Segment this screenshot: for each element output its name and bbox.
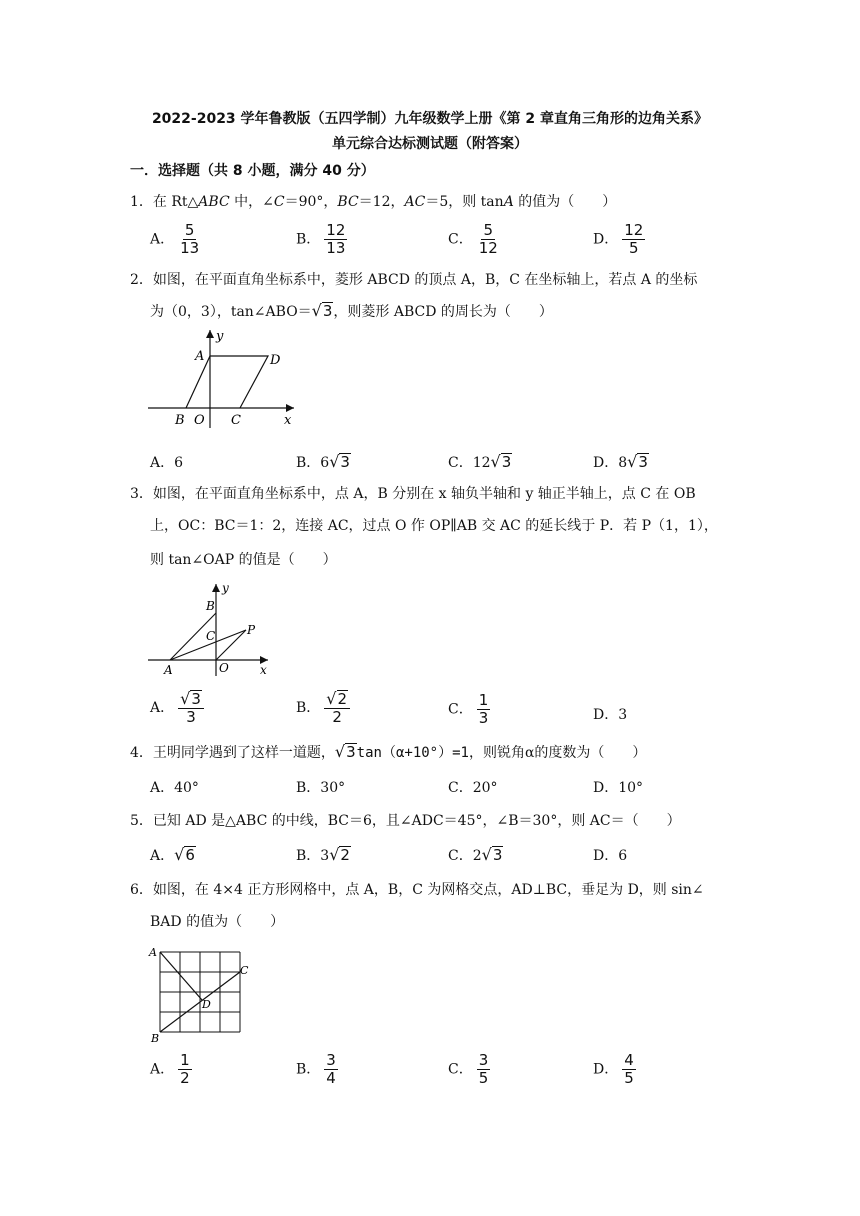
q3-label-x: x — [260, 663, 267, 677]
question-6-line2: BAD 的值为（ ） — [150, 914, 285, 930]
q2-figure-rhombus — [148, 328, 298, 433]
q4-option-a[interactable]: A．40° — [150, 780, 199, 796]
question-1-stem: 1．在 Rt△ABC 中，∠C＝90°，BC＝12，AC＝5，则 tanA 的值为（ ） — [130, 194, 617, 210]
q4-option-b[interactable]: B．30° — [296, 780, 346, 796]
question-3-line3: 则 tan∠OAP 的值是（ ） — [150, 552, 337, 568]
q2-label-y: y — [216, 329, 224, 344]
q5-option-d[interactable]: D．6 — [593, 848, 628, 864]
q5-option-c[interactable]: C．2 √ 3 — [448, 845, 503, 864]
q6-label-a: A — [149, 946, 157, 959]
q4-option-d[interactable]: D．10° — [593, 780, 644, 796]
q3-label-c: C — [206, 629, 216, 643]
q3-label-o: O — [219, 661, 229, 675]
doc-title-line2: 单元综合达标测试题（附答案） — [332, 136, 528, 152]
question-5-stem: 5．已知 AD 是△ABC 的中线，BC＝6，且∠ADC＝45°，∠B＝30°，则 AC＝（ ） — [130, 813, 681, 829]
section-heading: 一．选择题（共 8 小题，满分 40 分） — [130, 163, 375, 179]
q4-option-c[interactable]: C．20° — [448, 780, 498, 796]
q3-label-p: P — [247, 623, 256, 637]
q3-option-c[interactable]: C． $\frac{1}{3}$ — [448, 691, 489, 727]
q6-label-b: B — [151, 1032, 160, 1044]
q3-figure — [148, 578, 278, 678]
question-6-line1: 6．如图，在 4×4 正方形网格中，点 A，B，C 为网格交点，AD⊥BC，垂足为 D，则 sin∠ — [130, 882, 704, 898]
question-3-line1: 3．如图，在平面直角坐标系中，点 A，B 分别在 x 轴负半轴和 y 轴正半轴上，点 C 在 OB — [130, 486, 696, 502]
q1-option-b[interactable]: B． $\frac{12}{13}$ — [296, 221, 346, 257]
q3-label-a: A — [164, 663, 173, 677]
q2-label-a: A — [195, 349, 205, 364]
q6-option-b[interactable]: B． $\frac{3}{4}$ — [296, 1051, 336, 1087]
q2-label-c: C — [231, 413, 241, 428]
q3-option-d[interactable]: D．3 — [593, 707, 628, 723]
q2-label-d: D — [270, 353, 281, 368]
q1-option-d[interactable]: D． $\frac{12}{5}$ — [593, 221, 644, 257]
q6-option-a[interactable]: A． $\frac{1}{2}$ — [150, 1051, 190, 1087]
q1-option-c[interactable]: C． $\frac{5}{12}$ — [448, 221, 498, 257]
q6-option-c[interactable]: C． $\frac{3}{5}$ — [448, 1051, 489, 1087]
question-3-line2: 上，OC：BC＝1：2，连接 AC，过点 O 作 OP∥AB 交 AC 的延长线于 P．若 P（1，1）， — [150, 518, 718, 534]
q3-option-b[interactable]: B． √ 2 2 — [296, 690, 350, 726]
question-2-line1: 2．如图，在平面直角坐标系中，菱形 ABCD 的顶点 A，B，C 在坐标轴上，若点 A 的坐标 — [130, 272, 698, 288]
q2-label-b: B — [175, 413, 185, 428]
q2-option-a[interactable]: A．6 — [150, 455, 184, 471]
q2-option-b[interactable]: B．6 √ 3 — [296, 452, 350, 471]
question-2-line2: 为（0，3），tan∠ABO＝ √ 3 ，则菱形 ABCD 的周长为（ ） — [150, 301, 553, 320]
question-4-stem: 4．王明同学遇到了这样一道题， √ 3 tan（α+10°）=1，则锐角α的度数为（ ） — [130, 742, 647, 761]
q2-label-x: x — [284, 413, 292, 428]
q2-option-c[interactable]: C．12 √ 3 — [448, 452, 512, 471]
q3-label-y: y — [222, 581, 229, 595]
q6-option-d[interactable]: D． $\frac{4}{5}$ — [593, 1051, 634, 1087]
q3-label-b: B — [206, 599, 215, 613]
q3-option-a[interactable]: A． √ 3 3 — [150, 690, 204, 726]
q5-option-a[interactable]: A． √ 6 — [150, 845, 195, 864]
q2-option-d[interactable]: D．8 √ 3 — [593, 452, 648, 471]
q6-figure-grid — [146, 944, 256, 1044]
q2-label-o: O — [194, 413, 205, 428]
q6-label-c: C — [240, 964, 249, 977]
q1-option-a[interactable]: A． $\frac{5}{13}$ — [150, 221, 200, 257]
q6-label-d: D — [202, 998, 211, 1011]
q5-option-b[interactable]: B．3 √ 2 — [296, 845, 350, 864]
doc-title-line1: 2022-2023 学年鲁教版（五四学制）九年级数学上册《第 2 章直角三角形的边角关系》 — [151, 111, 709, 127]
